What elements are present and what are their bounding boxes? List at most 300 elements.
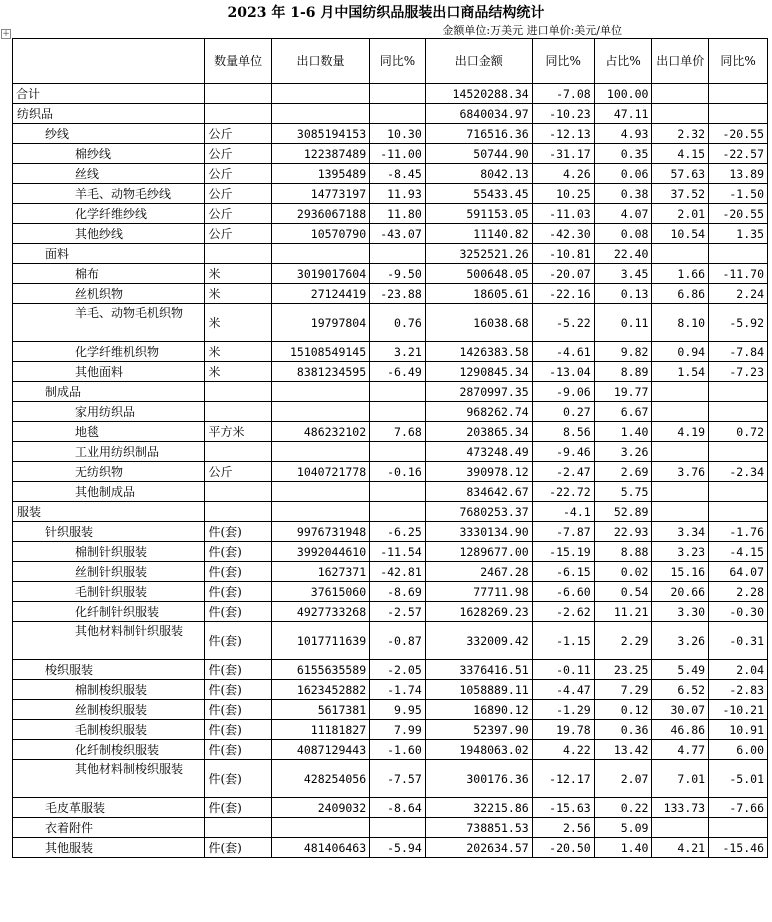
cell-price-yoy (709, 818, 768, 838)
cell-price-yoy: 1.35 (709, 224, 768, 244)
cell-share: 4.93 (594, 124, 652, 144)
cell-unit-price: 15.16 (652, 562, 709, 582)
cell-name: 毛皮革服装 (13, 798, 205, 818)
cell-unit: 件(套) (205, 660, 271, 680)
table-row (13, 184, 768, 204)
cell-unit-price: 10.54 (652, 224, 709, 244)
cell-amount-yoy: -7.08 (532, 84, 594, 104)
cell-export-qty: 1017711639 (271, 622, 369, 660)
cell-price-yoy (709, 104, 768, 124)
cell-share: 8.88 (594, 542, 652, 562)
cell-price-yoy: 10.91 (709, 720, 768, 740)
cell-export-qty: 486232102 (271, 422, 369, 442)
cell-unit-price (652, 84, 709, 104)
export-structure-table (12, 38, 768, 858)
cell-name: 羊毛、动物毛纱线 (13, 184, 205, 204)
cell-export-amount: 332009.42 (425, 622, 532, 660)
cell-qty-yoy: 7.68 (370, 422, 426, 442)
table-row (13, 284, 768, 304)
cell-name: 家用纺织品 (13, 402, 205, 422)
table-row (13, 244, 768, 264)
cell-share: 0.38 (594, 184, 652, 204)
cell-export-amount: 834642.67 (425, 482, 532, 502)
cell-amount-yoy: -15.19 (532, 542, 594, 562)
cell-name: 纱线 (13, 124, 205, 144)
cell-share: 2.69 (594, 462, 652, 482)
cell-unit: 件(套) (205, 700, 271, 720)
cell-unit-price: 8.10 (652, 304, 709, 342)
table-row (13, 204, 768, 224)
cell-price-yoy (709, 402, 768, 422)
cell-name: 羊毛、动物毛机织物 (13, 304, 205, 342)
cell-unit-price (652, 104, 709, 124)
cell-export-amount: 11140.82 (425, 224, 532, 244)
cell-price-yoy: -7.23 (709, 362, 768, 382)
cell-export-qty: 1040721778 (271, 462, 369, 482)
cell-name: 衣着附件 (13, 818, 205, 838)
table-row (13, 582, 768, 602)
cell-unit (205, 402, 271, 422)
cell-share: 22.40 (594, 244, 652, 264)
cell-export-qty: 15108549145 (271, 342, 369, 362)
cell-unit-price: 2.01 (652, 204, 709, 224)
cell-export-qty (271, 382, 369, 402)
cell-unit-price: 3.30 (652, 602, 709, 622)
table-row (13, 798, 768, 818)
cell-export-amount: 52397.90 (425, 720, 532, 740)
cell-amount-yoy: -11.03 (532, 204, 594, 224)
cell-name: 化学纤维纱线 (13, 204, 205, 224)
cell-qty-yoy: -23.88 (370, 284, 426, 304)
cell-unit: 米 (205, 304, 271, 342)
cell-name: 工业用纺织制品 (13, 442, 205, 462)
cell-qty-yoy: -5.94 (370, 838, 426, 858)
cell-price-yoy: 6.00 (709, 740, 768, 760)
cell-qty-yoy: -7.57 (370, 760, 426, 798)
cell-export-amount: 14520288.34 (425, 84, 532, 104)
table-row (13, 562, 768, 582)
table-row (13, 838, 768, 858)
table-row (13, 542, 768, 562)
cell-amount-yoy: -1.15 (532, 622, 594, 660)
cell-export-amount: 3330134.90 (425, 522, 532, 542)
cell-share: 6.67 (594, 402, 652, 422)
cell-price-yoy: -7.66 (709, 798, 768, 818)
cell-export-qty: 4087129443 (271, 740, 369, 760)
cell-unit: 米 (205, 342, 271, 362)
cell-unit (205, 382, 271, 402)
cell-name: 针织服装 (13, 522, 205, 542)
cell-unit: 米 (205, 362, 271, 382)
cell-export-amount: 18605.61 (425, 284, 532, 304)
cell-share: 0.11 (594, 304, 652, 342)
cell-price-yoy: -20.55 (709, 204, 768, 224)
cell-amount-yoy: -20.50 (532, 838, 594, 858)
cell-name: 棉布 (13, 264, 205, 284)
table-row (13, 144, 768, 164)
cell-unit (205, 502, 271, 522)
cell-export-qty: 1627371 (271, 562, 369, 582)
cell-unit: 公斤 (205, 184, 271, 204)
cell-export-amount: 8042.13 (425, 164, 532, 184)
cell-unit-price: 1.54 (652, 362, 709, 382)
cell-price-yoy: -2.34 (709, 462, 768, 482)
table-row (13, 104, 768, 124)
cell-name: 地毯 (13, 422, 205, 442)
cell-price-yoy: 0.72 (709, 422, 768, 442)
cell-unit: 平方米 (205, 422, 271, 442)
cell-unit-price: 3.26 (652, 622, 709, 660)
cell-qty-yoy (370, 818, 426, 838)
cell-name: 其他材料制针织服装 (13, 622, 205, 660)
cell-unit-price: 1.66 (652, 264, 709, 284)
cell-export-amount: 55433.45 (425, 184, 532, 204)
cell-price-yoy (709, 442, 768, 462)
cell-export-amount: 77711.98 (425, 582, 532, 602)
cell-amount-yoy: -4.61 (532, 342, 594, 362)
table-row (13, 720, 768, 740)
cell-name: 棉纱线 (13, 144, 205, 164)
cell-export-qty: 3992044610 (271, 542, 369, 562)
cell-unit-price: 3.34 (652, 522, 709, 542)
cell-export-qty: 6155635589 (271, 660, 369, 680)
cell-amount-yoy: 4.22 (532, 740, 594, 760)
cell-unit-price: 4.19 (652, 422, 709, 442)
cell-export-amount: 300176.36 (425, 760, 532, 798)
cell-share: 2.07 (594, 760, 652, 798)
cell-export-amount: 968262.74 (425, 402, 532, 422)
table-row (13, 224, 768, 244)
header-unit-price: 出口单价 (652, 39, 709, 84)
cell-qty-yoy (370, 482, 426, 502)
cell-unit: 公斤 (205, 144, 271, 164)
table-row (13, 84, 768, 104)
cell-qty-yoy: -1.60 (370, 740, 426, 760)
cell-share: 2.29 (594, 622, 652, 660)
table-row (13, 462, 768, 482)
cell-unit: 件(套) (205, 562, 271, 582)
cell-export-amount: 7680253.37 (425, 502, 532, 522)
cell-qty-yoy: 3.21 (370, 342, 426, 362)
cell-qty-yoy: -8.69 (370, 582, 426, 602)
header-export-qty: 出口数量 (271, 39, 369, 84)
table-move-handle-icon[interactable]: + (2, 29, 10, 39)
table-row (13, 382, 768, 402)
table-row (13, 660, 768, 680)
cell-export-qty: 1395489 (271, 164, 369, 184)
cell-amount-yoy: -22.72 (532, 482, 594, 502)
cell-amount-yoy: 8.56 (532, 422, 594, 442)
cell-unit: 米 (205, 284, 271, 304)
cell-price-yoy: 2.24 (709, 284, 768, 304)
cell-qty-yoy: -1.74 (370, 680, 426, 700)
table-row (13, 482, 768, 502)
cell-amount-yoy: -10.81 (532, 244, 594, 264)
cell-unit-price: 7.01 (652, 760, 709, 798)
cell-amount-yoy: -42.30 (532, 224, 594, 244)
cell-name: 化学纤维机织物 (13, 342, 205, 362)
cell-name: 棉制针织服装 (13, 542, 205, 562)
cell-qty-yoy: 7.99 (370, 720, 426, 740)
cell-export-amount: 738851.53 (425, 818, 532, 838)
units-note: 金额单位:万美元 进口单价:美元/单位 (442, 24, 622, 37)
cell-unit-price (652, 402, 709, 422)
cell-export-qty: 1623452882 (271, 680, 369, 700)
cell-name: 合计 (13, 84, 205, 104)
cell-name: 化纤制针织服装 (13, 602, 205, 622)
cell-price-yoy: -0.31 (709, 622, 768, 660)
cell-export-qty: 2936067188 (271, 204, 369, 224)
cell-price-yoy: -7.84 (709, 342, 768, 362)
cell-unit: 件(套) (205, 720, 271, 740)
cell-price-yoy: 2.04 (709, 660, 768, 680)
cell-unit (205, 244, 271, 264)
cell-name: 丝机织物 (13, 284, 205, 304)
cell-name: 纺织品 (13, 104, 205, 124)
cell-export-qty: 11181827 (271, 720, 369, 740)
cell-name: 丝线 (13, 164, 205, 184)
cell-export-qty: 37615060 (271, 582, 369, 602)
cell-unit (205, 84, 271, 104)
cell-qty-yoy: -11.54 (370, 542, 426, 562)
cell-export-qty: 8381234595 (271, 362, 369, 382)
cell-unit: 件(套) (205, 798, 271, 818)
cell-unit-price: 30.07 (652, 700, 709, 720)
cell-export-amount: 1289677.00 (425, 542, 532, 562)
cell-amount-yoy: -12.13 (532, 124, 594, 144)
cell-unit: 件(套) (205, 542, 271, 562)
cell-qty-yoy: 11.93 (370, 184, 426, 204)
table-row (13, 622, 768, 660)
cell-name: 其他材料制梭织服装 (13, 760, 205, 798)
cell-amount-yoy: -6.15 (532, 562, 594, 582)
cell-unit: 公斤 (205, 164, 271, 184)
table-row (13, 422, 768, 442)
cell-amount-yoy: -20.07 (532, 264, 594, 284)
cell-amount-yoy: 19.78 (532, 720, 594, 740)
cell-export-qty: 122387489 (271, 144, 369, 164)
cell-amount-yoy: -6.60 (532, 582, 594, 602)
cell-unit-price: 0.94 (652, 342, 709, 362)
cell-qty-yoy (370, 104, 426, 124)
cell-qty-yoy (370, 244, 426, 264)
cell-share: 1.40 (594, 838, 652, 858)
cell-price-yoy: -1.50 (709, 184, 768, 204)
cell-export-amount: 6840034.97 (425, 104, 532, 124)
cell-share: 0.08 (594, 224, 652, 244)
cell-unit: 件(套) (205, 602, 271, 622)
cell-unit-price (652, 482, 709, 502)
cell-share: 0.06 (594, 164, 652, 184)
header-qty-yoy: 同比% (370, 39, 426, 84)
cell-share: 0.35 (594, 144, 652, 164)
cell-export-amount: 3376416.51 (425, 660, 532, 680)
cell-export-qty: 3019017604 (271, 264, 369, 284)
cell-export-amount: 3252521.26 (425, 244, 532, 264)
cell-price-yoy: -20.55 (709, 124, 768, 144)
cell-name: 其他制成品 (13, 482, 205, 502)
cell-export-qty: 2409032 (271, 798, 369, 818)
cell-share: 0.12 (594, 700, 652, 720)
cell-qty-yoy: -9.50 (370, 264, 426, 284)
cell-export-qty: 3085194153 (271, 124, 369, 144)
cell-unit: 件(套) (205, 838, 271, 858)
cell-share: 0.02 (594, 562, 652, 582)
cell-price-yoy: 64.07 (709, 562, 768, 582)
cell-export-amount: 1058889.11 (425, 680, 532, 700)
cell-share: 9.82 (594, 342, 652, 362)
cell-unit: 件(套) (205, 622, 271, 660)
cell-export-qty (271, 244, 369, 264)
cell-amount-yoy: -15.63 (532, 798, 594, 818)
cell-share: 52.89 (594, 502, 652, 522)
cell-export-qty: 4927733268 (271, 602, 369, 622)
cell-export-amount: 591153.05 (425, 204, 532, 224)
cell-qty-yoy: -11.00 (370, 144, 426, 164)
cell-export-qty (271, 104, 369, 124)
header-amount-yoy: 同比% (532, 39, 594, 84)
cell-share: 11.21 (594, 602, 652, 622)
cell-price-yoy: -1.76 (709, 522, 768, 542)
cell-name: 毛制梭织服装 (13, 720, 205, 740)
cell-name: 棉制梭织服装 (13, 680, 205, 700)
table-row (13, 164, 768, 184)
cell-qty-yoy: -8.45 (370, 164, 426, 184)
cell-export-qty (271, 502, 369, 522)
cell-price-yoy: 2.28 (709, 582, 768, 602)
cell-unit-price (652, 442, 709, 462)
cell-name: 丝制梭织服装 (13, 700, 205, 720)
cell-amount-yoy: -10.23 (532, 104, 594, 124)
cell-export-amount: 1426383.58 (425, 342, 532, 362)
cell-share: 13.42 (594, 740, 652, 760)
cell-qty-yoy (370, 382, 426, 402)
table-row (13, 760, 768, 798)
table-row (13, 502, 768, 522)
cell-share: 3.45 (594, 264, 652, 284)
cell-amount-yoy: 0.27 (532, 402, 594, 422)
table-row (13, 442, 768, 462)
cell-export-qty: 14773197 (271, 184, 369, 204)
header-share: 占比% (594, 39, 652, 84)
table-row (13, 304, 768, 342)
cell-amount-yoy: -7.87 (532, 522, 594, 542)
cell-price-yoy: -5.01 (709, 760, 768, 798)
cell-unit-price: 3.23 (652, 542, 709, 562)
cell-share: 1.40 (594, 422, 652, 442)
table-row (13, 680, 768, 700)
cell-export-qty (271, 818, 369, 838)
cell-name: 其他服装 (13, 838, 205, 858)
cell-export-qty: 5617381 (271, 700, 369, 720)
cell-amount-yoy: 10.25 (532, 184, 594, 204)
cell-qty-yoy (370, 442, 426, 462)
cell-export-amount: 473248.49 (425, 442, 532, 462)
cell-share: 100.00 (594, 84, 652, 104)
cell-qty-yoy: -42.81 (370, 562, 426, 582)
cell-share: 22.93 (594, 522, 652, 542)
cell-name: 制成品 (13, 382, 205, 402)
cell-price-yoy: -2.83 (709, 680, 768, 700)
cell-price-yoy: -5.92 (709, 304, 768, 342)
table-row (13, 402, 768, 422)
cell-unit-price (652, 244, 709, 264)
cell-unit-price: 133.73 (652, 798, 709, 818)
cell-price-yoy (709, 482, 768, 502)
cell-unit: 件(套) (205, 760, 271, 798)
cell-amount-yoy: -9.46 (532, 442, 594, 462)
cell-unit (205, 442, 271, 462)
cell-qty-yoy: -6.49 (370, 362, 426, 382)
cell-export-qty: 10570790 (271, 224, 369, 244)
cell-amount-yoy: 4.26 (532, 164, 594, 184)
cell-price-yoy: -10.21 (709, 700, 768, 720)
table-row (13, 700, 768, 720)
cell-share: 0.13 (594, 284, 652, 304)
cell-share: 0.22 (594, 798, 652, 818)
cell-unit-price: 46.86 (652, 720, 709, 740)
header-qty-unit: 数量单位 (205, 39, 271, 84)
cell-unit: 件(套) (205, 680, 271, 700)
cell-unit-price: 4.21 (652, 838, 709, 858)
cell-unit (205, 818, 271, 838)
cell-price-yoy: -15.46 (709, 838, 768, 858)
cell-qty-yoy: 11.80 (370, 204, 426, 224)
cell-unit-price (652, 818, 709, 838)
cell-unit-price: 4.15 (652, 144, 709, 164)
cell-qty-yoy: 0.76 (370, 304, 426, 342)
cell-export-qty: 481406463 (271, 838, 369, 858)
cell-qty-yoy: -8.64 (370, 798, 426, 818)
cell-price-yoy (709, 84, 768, 104)
cell-unit-price: 37.52 (652, 184, 709, 204)
cell-share: 0.54 (594, 582, 652, 602)
cell-amount-yoy: -9.06 (532, 382, 594, 402)
table-row (13, 522, 768, 542)
cell-share: 5.75 (594, 482, 652, 502)
cell-name: 梭织服装 (13, 660, 205, 680)
cell-name: 毛制针织服装 (13, 582, 205, 602)
cell-amount-yoy: 2.56 (532, 818, 594, 838)
cell-unit: 公斤 (205, 204, 271, 224)
cell-export-amount: 16038.68 (425, 304, 532, 342)
cell-unit-price: 2.32 (652, 124, 709, 144)
cell-export-qty (271, 84, 369, 104)
header-price-yoy: 同比% (709, 39, 768, 84)
cell-qty-yoy: -0.16 (370, 462, 426, 482)
cell-export-amount: 500648.05 (425, 264, 532, 284)
cell-export-amount: 1290845.34 (425, 362, 532, 382)
cell-amount-yoy: -22.16 (532, 284, 594, 304)
table-row (13, 740, 768, 760)
cell-unit: 件(套) (205, 522, 271, 542)
cell-unit-price (652, 502, 709, 522)
cell-export-amount: 16890.12 (425, 700, 532, 720)
cell-amount-yoy: -1.29 (532, 700, 594, 720)
cell-qty-yoy: -2.05 (370, 660, 426, 680)
cell-price-yoy: -22.57 (709, 144, 768, 164)
cell-export-qty: 27124419 (271, 284, 369, 304)
cell-name: 无纺织物 (13, 462, 205, 482)
cell-export-amount: 203865.34 (425, 422, 532, 442)
cell-unit-price: 4.77 (652, 740, 709, 760)
cell-amount-yoy: -12.17 (532, 760, 594, 798)
cell-qty-yoy (370, 84, 426, 104)
cell-share: 4.07 (594, 204, 652, 224)
table-row (13, 818, 768, 838)
cell-unit: 件(套) (205, 740, 271, 760)
cell-name: 其他面料 (13, 362, 205, 382)
